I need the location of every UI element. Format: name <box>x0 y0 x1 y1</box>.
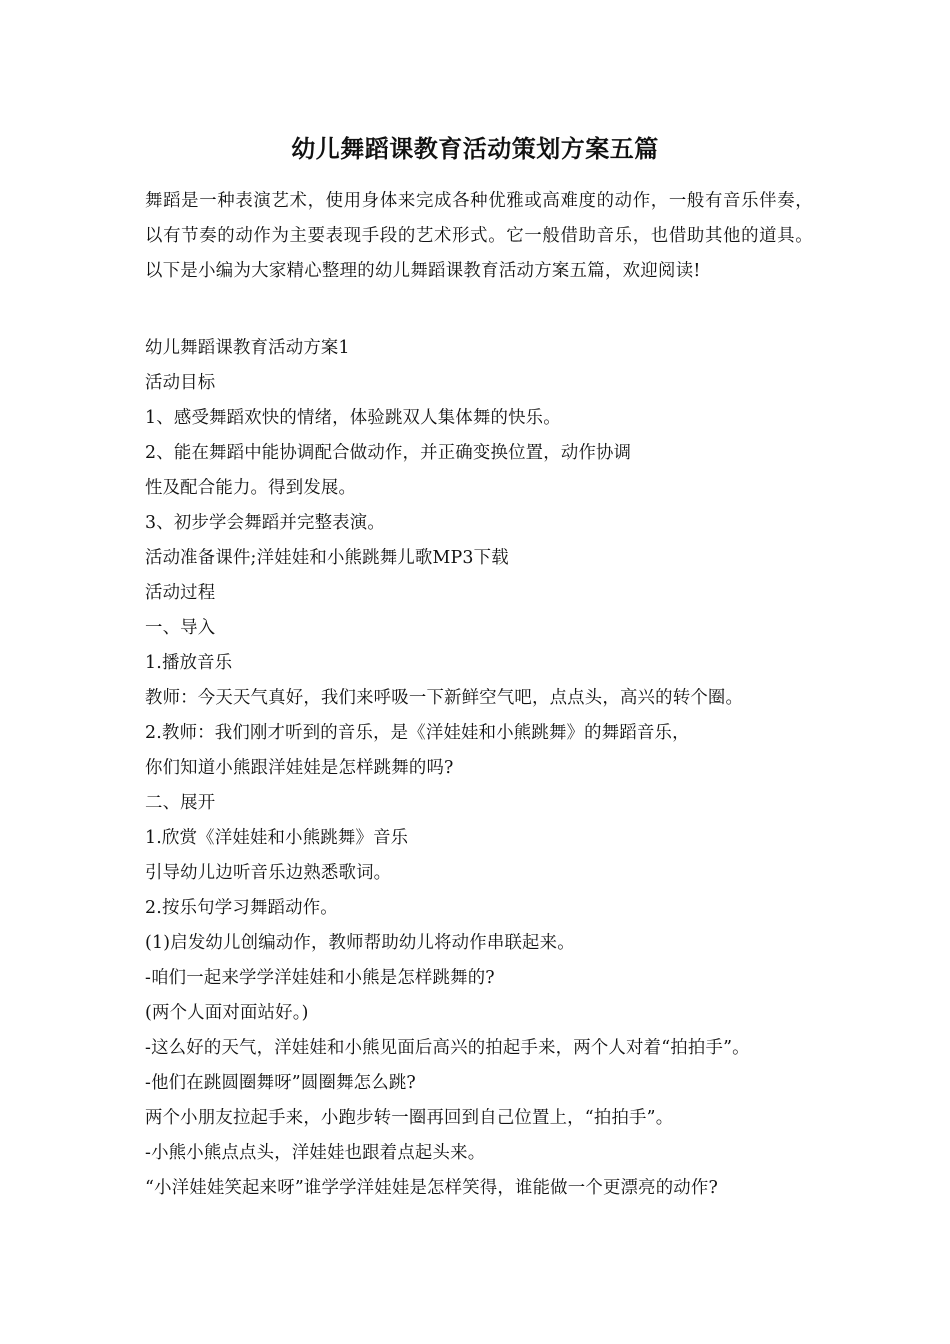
body-line: (两个人面对面站好。) <box>145 1003 309 1023</box>
body-lines <box>145 331 845 1206</box>
body-line: 2、能在舞蹈中能协调配合做动作，并正确变换位置，动作协调 <box>145 443 632 463</box>
section-heading: 幼儿舞蹈课教育活动方案1 <box>145 338 350 358</box>
subheading: 活动目标 <box>145 373 216 393</box>
body-line: 3、初步学会舞蹈并完整表演。 <box>145 513 385 533</box>
subheading: 二、展开 <box>145 793 216 813</box>
body-line: (1)启发幼儿创编动作，教师帮助幼儿将动作串联起来。 <box>145 933 575 953</box>
subheading: 活动过程 <box>145 583 216 603</box>
body-line: 2.教师：我们刚才听到的音乐，是《洋娃娃和小熊跳舞》的舞蹈音乐， <box>145 723 690 743</box>
body-line: -这么好的天气，洋娃娃和小熊见面后高兴的拍起手来，两个人对着“拍拍手”。 <box>145 1038 750 1058</box>
document-title: 幼儿舞蹈课教育活动策划方案五篇 <box>291 134 659 163</box>
body-line: -他们在跳圆圈舞呀”圆圈舞怎么跳? <box>145 1073 416 1093</box>
body-line: -小熊小熊点点头，洋娃娃也跟着点起头来。 <box>145 1143 486 1163</box>
body-line: -咱们一起来学学洋娃娃和小熊是怎样跳舞的? <box>145 968 495 988</box>
intro-paragraph: 舞蹈是一种表演艺术，使用身体来完成各种优雅或高难度的动作，一般有音乐伴奏，以有节奏的动作为主要表现手段的艺术形式。它一般借助音乐，也借助其他的道具。以下是小编为大家精心整理的幼儿舞蹈课教育活动方案五篇，欢迎阅读! <box>145 191 813 281</box>
body-line: 1.欣赏《洋娃娃和小熊跳舞》音乐 <box>145 828 409 848</box>
body-line: 性及配合能力。得到发展。 <box>145 478 357 498</box>
body-line: 1.播放音乐 <box>145 653 233 673</box>
body-line: 活动准备课件;洋娃娃和小熊跳舞儿歌MP3下载 <box>145 548 509 568</box>
subheading: 一、导入 <box>145 618 216 638</box>
body-line: 两个小朋友拉起手来，小跑步转一圈再回到自己位置上，“拍拍手”。 <box>145 1108 674 1128</box>
body-line: 你们知道小熊跟洋娃娃是怎样跳舞的吗? <box>145 758 454 778</box>
body-line: 2.按乐句学习舞蹈动作。 <box>145 898 338 918</box>
body-line: 1、感受舞蹈欢快的情绪，体验跳双人集体舞的快乐。 <box>145 408 561 428</box>
body-line: 教师：今天天气真好，我们来呼吸一下新鲜空气吧，点点头，高兴的转个圈。 <box>145 688 744 708</box>
body-line: “小洋娃娃笑起来呀”谁学学洋娃娃是怎样笑得，谁能做一个更漂亮的动作? <box>145 1178 719 1198</box>
body-line: 引导幼儿边听音乐边熟悉歌词。 <box>145 863 392 883</box>
